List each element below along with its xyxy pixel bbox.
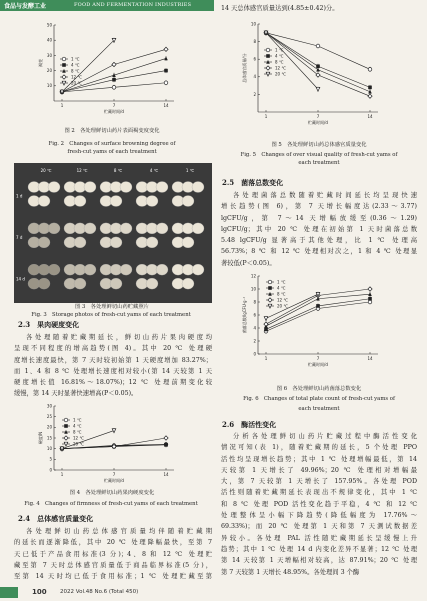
photo-col-label: 20 ℃ [40, 168, 52, 173]
issue-info: 2022 Vol.48 No.6 (Total 450) [60, 589, 139, 595]
yam-slice [110, 196, 122, 207]
section-2-4-heading: 2.4 总体感官质量变化 [18, 514, 94, 523]
section-2-3-line: 各处理随着贮藏期延长，鲜切山药片果肉硬度均 [26, 334, 212, 341]
photo-row-label: 7 d [16, 235, 23, 240]
data-point [164, 81, 168, 85]
y-axis-label: 菌落总数/lgCFU·g⁻¹ [242, 296, 247, 334]
y-tick-label: 10 [250, 286, 256, 292]
section-2-3-line: 度增长速度最快，第 7 天时较初始第 1 天硬度增加 83.27%； [14, 356, 212, 364]
photo-col-label: 1 ℃ [185, 168, 195, 173]
section-2-3-line: 缓慢，第 14 天时显著快速增高(P＜0.05)。 [14, 390, 138, 398]
x-tick-label: 7 [112, 472, 116, 477]
yam-slice [84, 223, 96, 234]
yam-slice [120, 264, 132, 275]
fig3-photos [14, 163, 212, 303]
yam-slice [110, 278, 122, 289]
legend-label: 12 ℃ [73, 435, 84, 441]
legend-marker [268, 280, 272, 284]
legend-label: 1 ℃ [71, 56, 80, 62]
section-2-5-line: 56.73%；8 ℃ 和 12 ℃ 处理相对次之，1 和 4 ℃ 处理显 [221, 248, 417, 256]
fig5-caption-cn: 图 5 各处理鲜切山药总体感官质量变化 [271, 142, 367, 148]
x-axis-label: 贮藏时间/d [308, 120, 328, 125]
section-2-6-line: 活性均呈现增长趋势；其中 1 ℃ 处理增幅最低，第 14 [221, 455, 417, 463]
x-tick-label: 14 [163, 103, 169, 108]
page-number-bar [0, 587, 18, 598]
y-tick-label: 4 [253, 74, 256, 80]
yam-slice [48, 182, 60, 193]
yam-slice [120, 182, 132, 193]
legend-marker [266, 54, 270, 58]
y-tick-label: 8 [253, 299, 256, 305]
yam-slice [156, 223, 168, 234]
photo-col-label: 4 ℃ [149, 168, 159, 173]
yam-slice [156, 264, 168, 275]
section-2-6-line: 情况可知(表 1)，随着贮藏期的延长，5 个处理 PPO [221, 444, 417, 452]
legend-marker [62, 75, 66, 79]
data-point [316, 44, 320, 48]
legend-marker [64, 424, 68, 428]
fig5-chart [230, 20, 410, 138]
data-point [316, 68, 320, 72]
y-tick-label: 0 [253, 351, 256, 357]
legend-label: 20 ℃ [71, 80, 82, 86]
legend-marker [62, 63, 66, 67]
data-point [264, 317, 268, 321]
y-axis-label: 褐变 [38, 59, 43, 67]
section-2-6-line: 第 14 天较第 1 天增幅相对较高，达 87.91%；20 ℃ 处理 [221, 557, 417, 565]
section-2-5-line: 增长趋势(图 6)，第 7 天增长幅度达(2.33～3.77) [221, 203, 417, 211]
legend-label: 4 ℃ [71, 62, 80, 68]
legend-marker [64, 442, 68, 446]
x-tick-label: 1 [264, 114, 268, 119]
yam-slice [120, 223, 132, 234]
legend-label: 20 ℃ [73, 441, 84, 447]
section-2-4-line: 至第 14 天时均已低于食用标准；1 ℃ 处理贮藏至第 [14, 573, 212, 581]
x-axis-label: 贮藏时间/d [104, 109, 124, 114]
section-2-6-line: 天较第 1 天增长了 49.96%；20 ℃ 处理相对增幅最 [221, 466, 417, 474]
data-point [368, 90, 372, 94]
yam-slice [74, 278, 86, 289]
x-tick-label: 14 [367, 114, 373, 119]
y-tick-label: 15 [46, 435, 52, 441]
section-2-5-line: 5.48 lgCFU/g 显著高于其他处理，比 1 ℃ 处理高 [221, 237, 417, 245]
data-point [368, 287, 372, 291]
y-tick-label: 20 [46, 68, 52, 73]
legend-marker [268, 286, 272, 290]
photo-col-label: 8 ℃ [113, 168, 123, 173]
x-axis-label: 贮藏时间/d [308, 362, 328, 367]
section-2-3-heading: 2.3 果肉硬度变化 [18, 320, 80, 329]
section-2-6-line: 分析各处理鲜切山药片贮藏过程中酶活性变化 [233, 433, 417, 440]
yam-slice [146, 278, 158, 289]
yam-slice [192, 182, 204, 193]
legend-label: 1 ℃ [73, 417, 82, 423]
y-tick-label: 12 [250, 273, 256, 279]
section-2-6-line: 69.33%)；而 20 ℃ 处理第 1 天和第 7 天测试数据差 [221, 523, 417, 531]
y-tick-label: 2 [253, 338, 256, 344]
y-tick-label: 30 [46, 52, 52, 58]
yam-slice [48, 223, 60, 234]
section-2-4-line: 的延长而逐渐降低，其中 20 ℃ 处理降幅最快，至第 7 [14, 539, 212, 547]
journal-header-bar [0, 0, 214, 11]
yam-slice [74, 237, 86, 248]
data-point [368, 86, 372, 90]
section-2-3-line: 硬度增长值 16.81%～18.07%)；12 ℃ 处理前期变化较 [14, 379, 212, 387]
legend-marker [64, 418, 68, 422]
yam-slice [146, 237, 158, 248]
section-2-6-line: 大，第 7 天较第 1 天增长了 157.95%。各处理 POD [221, 478, 417, 486]
legend-marker [266, 66, 270, 70]
legend-marker [62, 57, 66, 61]
photo-col-label: 12 ℃ [76, 168, 88, 173]
yam-slice [110, 237, 122, 248]
x-axis-label: 贮藏时间/d [104, 478, 124, 483]
y-tick-label: 6 [253, 56, 256, 62]
fig6-caption-en-2: each treatment [298, 406, 340, 412]
data-point [112, 78, 116, 82]
data-point [368, 94, 372, 98]
data-point [112, 429, 116, 433]
fig2-chart [26, 19, 206, 127]
section-2-4-line: 天已低于产品食用标准(3 分)；4、8 和 12 ℃ 处理贮 [14, 550, 212, 558]
data-point [112, 62, 116, 66]
data-point [368, 68, 372, 72]
y-tick-label: 10 [46, 446, 52, 452]
legend-label: 4 ℃ [277, 285, 286, 291]
fig2-caption-en-1: Fig. 2 Changes of surface browning degree of [48, 141, 176, 147]
yam-slice [182, 196, 194, 207]
legend-label: 12 ℃ [277, 297, 288, 303]
section-2-4-body [14, 526, 212, 582]
page-number: 100 [32, 588, 47, 596]
yam-slice [74, 196, 86, 207]
data-point [368, 297, 372, 301]
y-axis-label: 硬度/N [38, 431, 43, 445]
fig4-chart [26, 402, 206, 490]
fig5-caption-en-2: each treatment [298, 160, 340, 166]
fig2-caption-cn: 图 2 各处理鲜切山药片表面褐变度变化 [64, 128, 160, 134]
section-2-4-line: 藏至第 7 天时总体感官质量低于商品临界标准(5 分)， [14, 561, 212, 569]
legend-label: 8 ℃ [73, 429, 82, 435]
y-tick-label: 40 [46, 37, 52, 43]
section-2-6-line: 和 8 ℃ 处理 POD 活性变化趋于平稳，4 ℃ 和 12 ℃ [221, 500, 417, 508]
x-tick-label: 14 [163, 472, 169, 477]
legend-marker [62, 81, 66, 85]
yam-slice [182, 278, 194, 289]
fig4-caption-cn: 图 4 各处理鲜切山药果肉硬度变化 [69, 490, 155, 496]
x-tick-label: 14 [367, 356, 373, 361]
legend-label: 8 ℃ [275, 59, 284, 65]
legend-marker [266, 48, 270, 52]
section-2-5-heading: 2.5 菌落总数变化 [222, 178, 284, 187]
x-tick-label: 7 [316, 114, 320, 119]
y-tick-label: 10 [250, 21, 256, 27]
right-top-line: 14 天总体感官质量达到(4.85±0.42)分。 [221, 5, 339, 12]
yam-slice [48, 264, 60, 275]
yam-slice [156, 182, 168, 193]
data-point [112, 86, 116, 90]
section-2-6-line: 处理整体呈小幅下降趋势(降低幅度为 17.76%～ [221, 512, 417, 520]
y-tick-label: 8 [253, 39, 256, 44]
fig4-caption-en: Fig. 4 Changes of firmness of fresh-cut yams of each treatment [24, 501, 198, 507]
y-tick-label: 0 [49, 467, 52, 473]
fig3-caption-en: Fig. 3 Storage photos of fresh-cut yams of each treatment [31, 312, 191, 318]
photo-row-label: 14 d [16, 276, 25, 282]
section-2-6-body [221, 431, 417, 578]
y-tick-label: 20 [46, 424, 52, 430]
yam-slice [38, 196, 50, 207]
section-2-6-line: 趋势；其中 1 ℃ 处理 14 d 内变化差异不显著；12 ℃ 处理 [221, 545, 417, 553]
section-2-5-line: 各处理菌落总数随着贮藏时间延长均呈现快速 [233, 192, 417, 199]
section-2-6-heading: 2.6 酶活性变化 [222, 420, 277, 429]
legend-label: 20 ℃ [277, 303, 288, 309]
legend-marker [268, 304, 272, 308]
section-2-6-line: 第 7 天较第 1 天增长 48.95%。各处理间 3 个酶 [221, 568, 360, 576]
section-2-5-line: 著较低(P＜0.05)。 [221, 259, 276, 267]
legend-marker [266, 72, 270, 76]
section-2-6-line: 活性则随着贮藏期延长表现出不规律变化，其中 1 ℃ [221, 489, 417, 497]
y-tick-label: 10 [46, 83, 52, 89]
yam-slice [182, 237, 194, 248]
legend-label: 8 ℃ [71, 68, 80, 74]
fig6-caption-en-1: Fig. 6 Changes of total plate count of fresh-cut yams of [243, 396, 395, 402]
section-2-3-body [14, 332, 212, 400]
y-tick-label: 25 [46, 414, 52, 420]
legend-label: 1 ℃ [277, 279, 286, 285]
section-2-5-body [221, 190, 417, 269]
fig3-photo-grid [14, 163, 212, 303]
photo-row-label: 1 d [16, 193, 23, 199]
legend-label: 12 ℃ [71, 74, 82, 80]
data-point [316, 304, 320, 308]
legend-label: 1 ℃ [275, 47, 284, 53]
journal-name-cn: 食品与发酵工业 [4, 3, 47, 10]
section-2-6-line: 异较小。各处理 PAL 活性随贮藏期延长呈缓慢上升 [221, 534, 417, 542]
legend-label: 8 ℃ [277, 291, 286, 297]
section-2-3-line: 而 1、4 和 8 ℃ 处理增长速度相对较小(第 14 天较第 1 天 [14, 367, 212, 375]
data-point [164, 47, 168, 51]
journal-name-en: FOOD AND FERMENTATION INDUSTRIES [74, 2, 192, 8]
y-tick-label: 30 [46, 403, 52, 409]
data-point [164, 436, 168, 440]
series-line [62, 40, 114, 92]
y-tick-label: 5 [49, 456, 52, 462]
y-tick-label: 2 [253, 91, 256, 97]
legend-label: 4 ℃ [73, 423, 82, 429]
legend-label: 20 ℃ [275, 71, 286, 77]
fig6-caption-cn: 图 6 各处理鲜切山药菌落总数变化 [276, 386, 362, 392]
x-tick-label: 7 [112, 103, 116, 108]
data-point [164, 56, 168, 60]
yam-slice [146, 196, 158, 207]
fig6-chart [230, 272, 410, 377]
yam-slice [38, 237, 50, 248]
legend-marker [268, 298, 272, 302]
section-2-4-line: 各处理鲜切山药总体感官质量均伴随着贮藏期 [26, 528, 212, 535]
yam-slice [38, 278, 50, 289]
x-tick-label: 1 [60, 472, 64, 477]
legend-label: 4 ℃ [275, 53, 284, 59]
y-tick-label: 6 [253, 312, 256, 318]
yam-slice [84, 264, 96, 275]
x-tick-label: 1 [60, 103, 64, 108]
section-2-3-line: 呈现不同程度的增高趋势(图 4)。其中 20 ℃ 处理硬 [14, 345, 212, 353]
y-tick-label: 50 [46, 22, 52, 28]
yam-slice [192, 264, 204, 275]
fig3-caption-cn: 图 3 各处理鲜切山药贮藏照片 [75, 304, 149, 310]
x-tick-label: 1 [264, 356, 268, 361]
legend-label: 12 ℃ [275, 65, 286, 71]
y-tick-label: 4 [253, 325, 256, 331]
yam-slice [84, 182, 96, 193]
data-point [316, 87, 320, 91]
section-2-5-line: lgCFU/g；其中 20 ℃ 处理在初始第 1 天时菌落总数 [221, 225, 417, 233]
y-axis-label: 总体感官质量/分 [242, 53, 247, 83]
yam-slice [192, 223, 204, 234]
section-2-5-line: lgCFU/g，第 7～14 天增幅放缓至(0.36～1.29) [221, 214, 417, 222]
x-tick-label: 7 [316, 356, 320, 361]
legend-marker [64, 436, 68, 440]
data-point [164, 69, 168, 73]
fig5-caption-en-1: Fig. 5 Changes of over visual quality of fresh-cut yams of [240, 152, 398, 158]
fig2-caption-en-2: fresh-cut yams of each treatment [67, 149, 157, 155]
